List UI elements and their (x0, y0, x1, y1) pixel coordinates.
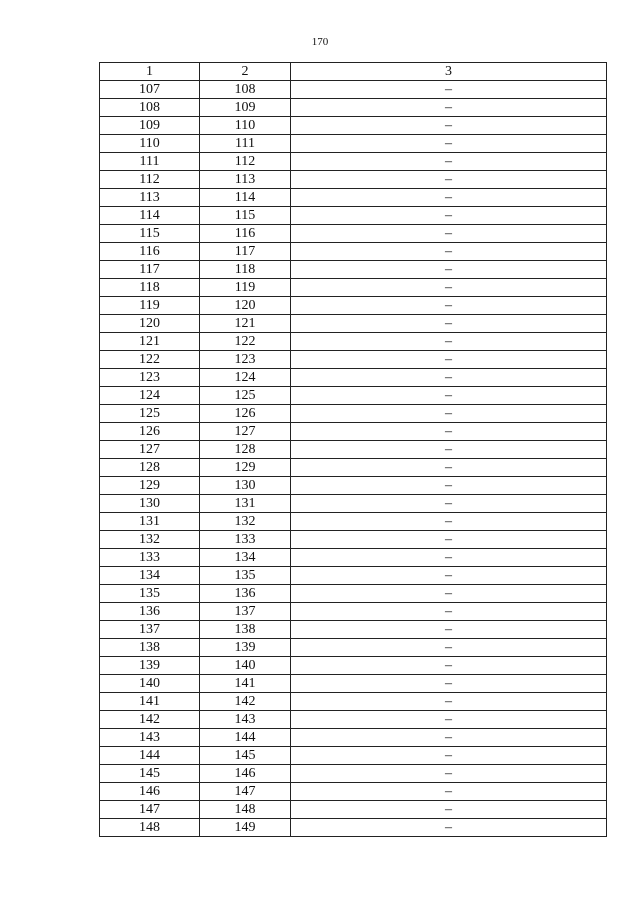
table-cell-col-2: 116 (200, 225, 291, 243)
table-cell-col-3: – (291, 801, 607, 819)
table-cell-col-1: 109 (100, 117, 200, 135)
table-cell-col-1: 131 (100, 513, 200, 531)
table-cell-col-2: 139 (200, 639, 291, 657)
table-cell-col-2: 109 (200, 99, 291, 117)
table-cell-col-3: – (291, 603, 607, 621)
table-cell-col-2: 137 (200, 603, 291, 621)
table-cell-col-1: 135 (100, 585, 200, 603)
table-row (100, 207, 607, 225)
table-cell-col-2: 140 (200, 657, 291, 675)
table-cell-col-3: – (291, 693, 607, 711)
table-cell-col-1: 113 (100, 189, 200, 207)
table-cell-col-3: – (291, 153, 607, 171)
table-cell-col-3: – (291, 729, 607, 747)
table-cell-col-1: 129 (100, 477, 200, 495)
table-row (100, 333, 607, 351)
table-row (100, 639, 607, 657)
table-cell-col-1: 119 (100, 297, 200, 315)
table-row (100, 801, 607, 819)
table-cell-col-3: – (291, 495, 607, 513)
table-cell-col-3: – (291, 423, 607, 441)
table-cell-col-2: 110 (200, 117, 291, 135)
table-row (100, 621, 607, 639)
table-cell-col-1: 143 (100, 729, 200, 747)
table-cell-col-3: – (291, 405, 607, 423)
table-cell-col-3: – (291, 225, 607, 243)
table-row (100, 513, 607, 531)
table-cell-col-1: 116 (100, 243, 200, 261)
table-row (100, 531, 607, 549)
table-cell-col-2: 127 (200, 423, 291, 441)
table-body (100, 81, 607, 837)
table-row (100, 603, 607, 621)
table-row (100, 783, 607, 801)
table-cell-col-1: 132 (100, 531, 200, 549)
table-row (100, 171, 607, 189)
table-cell-col-1: 139 (100, 657, 200, 675)
table-cell-col-1: 141 (100, 693, 200, 711)
table-cell-col-3: – (291, 315, 607, 333)
table-cell-col-3: – (291, 567, 607, 585)
table-row (100, 819, 607, 837)
table-cell-col-1: 147 (100, 801, 200, 819)
table-row (100, 225, 607, 243)
table-cell-col-3: – (291, 243, 607, 261)
table-row (100, 405, 607, 423)
page-number: 170 (311, 36, 329, 48)
table-cell-col-3: – (291, 441, 607, 459)
table-cell-col-3: – (291, 171, 607, 189)
table-cell-col-2: 112 (200, 153, 291, 171)
table-row (100, 81, 607, 99)
table-cell-col-2: 143 (200, 711, 291, 729)
table-cell-col-3: – (291, 711, 607, 729)
table-cell-col-2: 145 (200, 747, 291, 765)
table-cell-col-2: 111 (200, 135, 291, 153)
table-row (100, 297, 607, 315)
table-row (100, 495, 607, 513)
data-table (99, 62, 607, 837)
table-row (100, 117, 607, 135)
table-cell-col-3: – (291, 117, 607, 135)
table-cell-col-2: 134 (200, 549, 291, 567)
table-cell-col-1: 134 (100, 567, 200, 585)
table-cell-col-3: – (291, 531, 607, 549)
table-header (100, 63, 607, 81)
table-cell-col-2: 108 (200, 81, 291, 99)
table-cell-col-1: 126 (100, 423, 200, 441)
table-cell-col-3: – (291, 387, 607, 405)
table-row (100, 567, 607, 585)
table-cell-col-2: 114 (200, 189, 291, 207)
table-row (100, 153, 607, 171)
table-row (100, 477, 607, 495)
table-row (100, 711, 607, 729)
table-cell-col-2: 132 (200, 513, 291, 531)
table-cell-col-2: 118 (200, 261, 291, 279)
table-cell-col-2: 147 (200, 783, 291, 801)
table-cell-col-1: 121 (100, 333, 200, 351)
table-cell-col-1: 122 (100, 351, 200, 369)
table-cell-col-2: 149 (200, 819, 291, 837)
table-cell-col-3: – (291, 279, 607, 297)
table-cell-col-3: – (291, 639, 607, 657)
table-cell-col-1: 142 (100, 711, 200, 729)
table-row (100, 729, 607, 747)
table-row (100, 675, 607, 693)
table-cell-col-1: 136 (100, 603, 200, 621)
table-row (100, 189, 607, 207)
table-cell-col-2: 124 (200, 369, 291, 387)
table-cell-col-2: 129 (200, 459, 291, 477)
table-row (100, 423, 607, 441)
table-cell-col-1: 110 (100, 135, 200, 153)
table-cell-col-1: 140 (100, 675, 200, 693)
table-cell-col-2: 135 (200, 567, 291, 585)
table-row (100, 261, 607, 279)
table-cell-col-1: 125 (100, 405, 200, 423)
table-cell-col-1: 128 (100, 459, 200, 477)
table-cell-col-3: – (291, 261, 607, 279)
column-header-1: 1 (100, 63, 200, 81)
table-cell-col-1: 127 (100, 441, 200, 459)
table-cell-col-3: – (291, 765, 607, 783)
table-cell-col-1: 107 (100, 81, 200, 99)
table-row (100, 369, 607, 387)
table-cell-col-2: 126 (200, 405, 291, 423)
table-row (100, 693, 607, 711)
table-cell-col-2: 120 (200, 297, 291, 315)
table-cell-col-1: 115 (100, 225, 200, 243)
table-cell-col-3: – (291, 99, 607, 117)
column-header-2: 2 (200, 63, 291, 81)
table-cell-col-1: 144 (100, 747, 200, 765)
table-row (100, 657, 607, 675)
table-cell-col-1: 130 (100, 495, 200, 513)
table-cell-col-2: 131 (200, 495, 291, 513)
table-row (100, 387, 607, 405)
table-cell-col-3: – (291, 81, 607, 99)
table-cell-col-1: 137 (100, 621, 200, 639)
table-cell-col-2: 119 (200, 279, 291, 297)
table-row (100, 549, 607, 567)
table-cell-col-3: – (291, 297, 607, 315)
table-row (100, 315, 607, 333)
table-cell-col-1: 138 (100, 639, 200, 657)
table-cell-col-3: – (291, 783, 607, 801)
table-cell-col-3: – (291, 819, 607, 837)
table-cell-col-2: 117 (200, 243, 291, 261)
table-cell-col-2: 144 (200, 729, 291, 747)
table-cell-col-2: 128 (200, 441, 291, 459)
table-cell-col-1: 114 (100, 207, 200, 225)
table-row (100, 585, 607, 603)
table-cell-col-2: 125 (200, 387, 291, 405)
table-row (100, 459, 607, 477)
table-cell-col-1: 145 (100, 765, 200, 783)
table-cell-col-3: – (291, 747, 607, 765)
table-cell-col-3: – (291, 621, 607, 639)
table-cell-col-1: 146 (100, 783, 200, 801)
header-row (100, 63, 607, 81)
table-row (100, 99, 607, 117)
table-cell-col-2: 130 (200, 477, 291, 495)
table-cell-col-2: 138 (200, 621, 291, 639)
table-cell-col-2: 121 (200, 315, 291, 333)
table-cell-col-3: – (291, 135, 607, 153)
table-cell-col-2: 113 (200, 171, 291, 189)
table-row (100, 243, 607, 261)
table-cell-col-2: 142 (200, 693, 291, 711)
table-cell-col-1: 133 (100, 549, 200, 567)
table-cell-col-2: 146 (200, 765, 291, 783)
table-cell-col-3: – (291, 513, 607, 531)
table-cell-col-2: 122 (200, 333, 291, 351)
table-row (100, 747, 607, 765)
table-cell-col-3: – (291, 207, 607, 225)
table-cell-col-3: – (291, 189, 607, 207)
table-cell-col-3: – (291, 351, 607, 369)
table-cell-col-1: 111 (100, 153, 200, 171)
table-cell-col-1: 124 (100, 387, 200, 405)
table-row (100, 765, 607, 783)
table-cell-col-1: 123 (100, 369, 200, 387)
table-cell-col-1: 120 (100, 315, 200, 333)
table-cell-col-3: – (291, 477, 607, 495)
table-row (100, 351, 607, 369)
table-cell-col-3: – (291, 585, 607, 603)
column-header-3: 3 (291, 63, 607, 81)
table-cell-col-3: – (291, 459, 607, 477)
table-row (100, 135, 607, 153)
table-cell-col-3: – (291, 333, 607, 351)
table-cell-col-3: – (291, 369, 607, 387)
table-cell-col-2: 115 (200, 207, 291, 225)
table-cell-col-1: 118 (100, 279, 200, 297)
table-cell-col-1: 148 (100, 819, 200, 837)
table-row (100, 441, 607, 459)
table-cell-col-1: 117 (100, 261, 200, 279)
table-cell-col-2: 141 (200, 675, 291, 693)
table-cell-col-2: 123 (200, 351, 291, 369)
table-cell-col-1: 108 (100, 99, 200, 117)
table-row (100, 279, 607, 297)
table-cell-col-3: – (291, 549, 607, 567)
table-cell-col-3: – (291, 675, 607, 693)
table-cell-col-2: 148 (200, 801, 291, 819)
table-cell-col-2: 133 (200, 531, 291, 549)
table-cell-col-3: – (291, 657, 607, 675)
table-cell-col-1: 112 (100, 171, 200, 189)
table-cell-col-2: 136 (200, 585, 291, 603)
